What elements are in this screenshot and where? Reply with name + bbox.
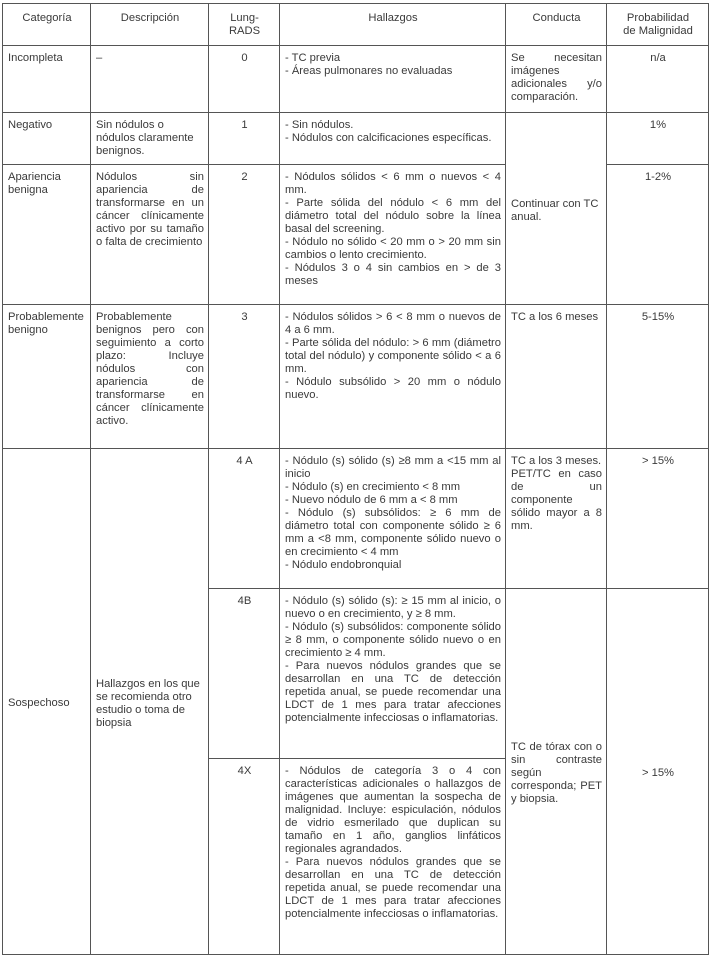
cell-conducta-4b-4x: TC de tórax con o sin contraste según corresponda; PET y biopsia. (506, 589, 607, 955)
cell-lungrads: 1 (209, 113, 280, 165)
header-conducta: Conducta (506, 4, 607, 46)
cell-categoria: Probablemente benigno (3, 305, 91, 449)
cell-lungrads: 4B (209, 589, 280, 759)
cell-hallazgos (280, 46, 506, 113)
hallazgo-line: - Nódulos 3 o 4 sin cambios en > de 3 meses (285, 262, 501, 287)
hallazgo-line: - Nódulo endobronquial (285, 559, 402, 571)
cell-probabilidad: 1% (607, 113, 709, 165)
hallazgo-line: - Nódulo (s) subsólidos: ≥ 6 mm de diámetro total con componente sólido ≥ 6 mm a <8 mm, componente sólido nuevo o en crecimiento < 4 mm (285, 507, 501, 558)
header-descripcion: Descripción (91, 4, 209, 46)
conducta-line: PET/TC en caso de un componente sólido mayor a 8 mm. (511, 468, 602, 532)
hallazgo-line: - Nódulo no sólido < 20 mm o > 20 mm sin cambios o lento crecimiento. (285, 236, 501, 261)
row-probablemente-benigno (3, 305, 709, 449)
cell-lungrads: 2 (209, 165, 280, 305)
row-incompleta (3, 46, 709, 113)
cell-lungrads: 4 A (209, 449, 280, 589)
header-probabilidad: Probabilidad de Malignidad (607, 4, 709, 46)
cell-descripcion: – (91, 46, 209, 113)
header-categoria: Categoría (3, 4, 91, 46)
row-negativo (3, 113, 709, 165)
hallazgo-line: - Nódulo (s) sólido (s) ≥8 mm a <15 mm al inicio (285, 455, 501, 480)
cell-hallazgos (280, 305, 506, 449)
hallazgo-line: - Nódulos con calcificaciones específicas. (285, 132, 492, 144)
cell-hallazgos (280, 759, 506, 955)
cell-conducta-anual: Continuar con TC anual. (506, 113, 607, 305)
cell-categoria: Incompleta (3, 46, 91, 113)
hallazgo-line: - Áreas pulmonares no evaluadas (285, 65, 453, 77)
cell-descripcion: Nódulos sin apariencia de transformarse en un cáncer clínicamente activo por su tamaño o falta de crecimiento (91, 165, 209, 305)
header-row (3, 4, 709, 46)
cell-categoria: Apariencia benigna (3, 165, 91, 305)
cell-conducta: Se necesitan imágenes adicionales y/o comparación. (506, 46, 607, 113)
lung-rads-table (2, 3, 709, 955)
cell-probabilidad-4b-4x: > 15% (607, 589, 709, 955)
cell-categoria: Negativo (3, 113, 91, 165)
cell-lungrads: 3 (209, 305, 280, 449)
hallazgo-line: - Parte sólida del nódulo < 6 mm del diámetro total del nódulo sobre la línea basal del screening. (285, 197, 501, 235)
cell-descripcion: Probablemente benignos pero con seguimiento a corto plazo: Incluye nódulos con apariencia de transformarse en cáncer clínicamente activo. (91, 305, 209, 449)
cell-hallazgos (280, 165, 506, 305)
hallazgo-line: - Nuevo nódulo de 6 mm a < 8 mm (285, 494, 458, 506)
cell-probabilidad: 1-2% (607, 165, 709, 305)
hallazgo-line: - Nódulo (s) en crecimiento < 8 mm (285, 481, 461, 493)
hallazgo-line: - Sin nódulos. (285, 119, 354, 131)
cell-lungrads: 4X (209, 759, 280, 955)
conducta-line: TC a los 3 meses. (511, 455, 602, 467)
cell-probabilidad: 5-15% (607, 305, 709, 449)
hallazgo-line: - Para nuevos nódulos grandes que se desarrollan en una TC de detección repetida anual, se puede recomendar una LDCT de 1 mes para tratar afecciones potencialmente infecciosas o inflamatorias. (285, 660, 501, 724)
cell-descripcion: Hallazgos en los que se recomienda otro estudio o toma de biopsia (91, 449, 209, 955)
hallazgo-line: - Nódulos sólidos > 6 < 8 mm o nuevos de 4 a 6 mm. (285, 311, 501, 336)
hallazgo-line: - Nódulo (s) subsólidos: componente sólido ≥ 8 mm, o componente sólido nuevo o en crecimiento ≥ 4 mm. (285, 621, 501, 659)
cell-probabilidad: n/a (607, 46, 709, 113)
row-sospechoso-4a (3, 449, 709, 589)
cell-probabilidad: > 15% (607, 449, 709, 589)
header-hallazgos: Hallazgos (280, 4, 506, 46)
cell-lungrads: 0 (209, 46, 280, 113)
cell-hallazgos (280, 449, 506, 589)
hallazgo-line: - Nódulos sólidos < 6 mm o nuevos < 4 mm. (285, 171, 501, 196)
cell-conducta (506, 449, 607, 589)
cell-descripcion: Sin nódulos o nódulos claramente benignos. (91, 113, 209, 165)
cell-hallazgos (280, 113, 506, 165)
header-lungrads: Lung- RADS (209, 4, 280, 46)
cell-categoria: Sospechoso (3, 449, 91, 955)
hallazgo-line: - Parte sólida del nódulo: > 6 mm (diámetro total del nódulo) y componente sólido < a 6 mm. (285, 337, 501, 375)
hallazgo-line: - TC previa (285, 52, 341, 64)
cell-hallazgos (280, 589, 506, 759)
hallazgo-line: - Para nuevos nódulos grandes que se desarrollan en una TC de detección repetida anual, se puede recomendar una LDCT de 1 mes para tratar afecciones potencialmente infecciosas o inflamatorias. (285, 856, 501, 920)
hallazgo-line: - Nódulo subsólido > 20 mm o nódulo nuevo. (285, 376, 501, 401)
hallazgo-line: - Nódulos de categoría 3 o 4 con características adicionales o hallazgos de imágenes que aumentan la sospecha de malignidad. Incluye: espiculación, nódulos de vidrio esmerilado que duplican su tamaño en 1 año, ganglios linfáticos regionales agrandados. (285, 765, 501, 855)
cell-conducta: TC a los 6 meses (506, 305, 607, 449)
hallazgo-line: - Nódulo (s) sólido (s): ≥ 15 mm al inicio, o nuevo o en crecimiento, y ≥ 8 mm. (285, 595, 501, 620)
